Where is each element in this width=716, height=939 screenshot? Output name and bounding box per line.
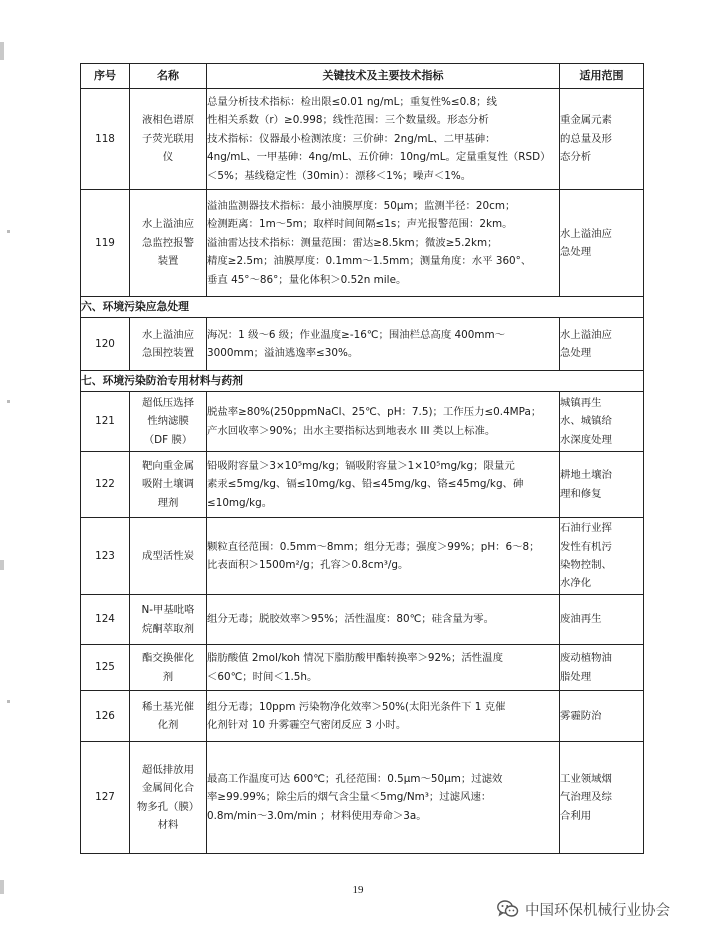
name-line: 剂 (162, 670, 174, 683)
header-serial-number: 序号 (81, 64, 130, 89)
scope-line: 急处理 (560, 246, 592, 258)
name-line: 稀土基光催 (142, 700, 194, 713)
scope-line: 态分析 (560, 151, 592, 164)
header-application-scope: 适用范围 (560, 64, 644, 89)
row-number: 121 (81, 392, 130, 452)
scan-edge-mark (0, 42, 4, 60)
section-heading-6: 六、环境污染应急处理 (81, 297, 644, 318)
name-line: 吸附土壤调 (142, 478, 194, 491)
row-number: 124 (81, 595, 130, 645)
spec-line: 垂直 45°～86°；量化体积＞0.52n mile。 (207, 273, 407, 286)
scope-line: 工业领域烟 (560, 772, 612, 785)
scope-line: 水净化 (560, 577, 592, 590)
row-scope (560, 691, 644, 742)
row-name (130, 742, 207, 854)
table-row (81, 595, 644, 645)
spec-line: 组分无毒；脱胶效率＞95%；活性温度：80℃；硅含量为零。 (207, 613, 494, 626)
spec-line: 铅吸附容量＞3×10⁵mg/kg；镉吸附容量＞1×10⁵mg/kg；限量元 (207, 459, 515, 472)
row-spec (207, 645, 560, 691)
scope-line: 石油行业挥 (560, 522, 612, 535)
row-spec (207, 518, 560, 595)
gutter-dot (7, 700, 10, 703)
name-line: 靶向重金属 (142, 459, 194, 472)
row-spec (207, 742, 560, 854)
table-row (81, 518, 644, 595)
row-name (130, 518, 207, 595)
spec-line: 化剂针对 10 升雾霾空气密闭反应 3 小时。 (207, 719, 407, 731)
scope-line: 染物控制、 (560, 559, 612, 571)
scope-line: 废油再生 (560, 613, 602, 626)
page-number: 19 (352, 884, 364, 896)
name-line: N-甲基吡咯 (141, 604, 195, 617)
row-name (130, 645, 207, 691)
spec-line: ＜60℃；时间＜1.5h。 (207, 670, 318, 683)
table-header-row (81, 64, 644, 89)
row-name (130, 691, 207, 742)
scope-line: 重金属元素 (560, 114, 612, 127)
row-name (130, 392, 207, 452)
scope-line: 急处理 (560, 347, 592, 359)
header-key-technology: 关键技术及主要技术指标 (207, 64, 560, 89)
spec-line: 比表面积＞1500m²/g；孔容＞0.8cm³/g。 (207, 559, 409, 571)
row-spec (207, 392, 560, 452)
name-line: 化剂 (157, 719, 179, 731)
spec-line: 溢油监测器技术指标：最小油膜厚度：50μm；监测半径：20cm； (207, 199, 516, 212)
spec-line: 检测距离：1m～5m；取样时间间隔≤1s；声光报警范围：2km。 (207, 218, 513, 231)
scope-line: 水上溢油应 (560, 328, 612, 341)
row-scope (560, 452, 644, 518)
name-line: 液相色谱原 (142, 114, 194, 127)
name-line: 物多孔（膜） (136, 800, 200, 813)
row-name (130, 452, 207, 518)
table-row (81, 691, 644, 742)
spec-line: 素汞≤5mg/kg、镉≤10mg/kg、铅≤45mg/kg、铬≤45mg/kg、砷 (207, 478, 524, 491)
spec-line: 0.8m/min～3.0m/min ；材料使用寿命＞3a。 (207, 809, 427, 822)
name-line: 超低排放用 (142, 763, 194, 776)
name-line: 理剂 (157, 496, 179, 509)
gutter-dot (7, 400, 10, 403)
spec-line: 总量分析技术指标：检出限≤0.01 ng/mL；重复性%≤0.8；线 (207, 95, 497, 108)
row-number: 119 (81, 190, 130, 297)
scope-line: 水上溢油应 (560, 227, 612, 240)
wechat-icon (497, 900, 519, 918)
spec-line: 海况：1 级～6 级；作业温度≥-16℃；围油栏总高度 400mm～ (207, 328, 505, 341)
scope-line: 耕地土壤治 (560, 469, 612, 482)
row-name (130, 595, 207, 645)
row-number: 126 (81, 691, 130, 742)
section-heading-7: 七、环境污染防治专用材料与药剂 (81, 371, 644, 392)
spec-line: 溢油雷达技术指标：测量范围：雷达≥8.5km；微波≥5.2km； (207, 236, 498, 249)
name-line: 酯交换催化 (142, 652, 194, 665)
row-number: 118 (81, 89, 130, 190)
row-number: 127 (81, 742, 130, 854)
spec-line: 最高工作温度可达 600℃；孔径范围：0.5μm～50μm；过滤效 (207, 772, 503, 785)
scope-line: 理和修复 (560, 487, 602, 500)
row-scope (560, 742, 644, 854)
name-line: 材料 (157, 818, 179, 831)
table-row (81, 89, 644, 190)
row-spec (207, 595, 560, 645)
section-row (81, 371, 644, 392)
spec-line: 性相关系数（r）≥0.998；线性范围：三个数量级。形态分析 (207, 114, 489, 127)
scope-line: 气治理及综 (560, 791, 612, 804)
name-line: 性纳滤膜 (147, 415, 189, 428)
scope-line: 的总量及形 (560, 132, 612, 145)
spec-line: 率≥99.99%；除尘后的烟气含尘量＜5mg/Nm³；过滤风速： (207, 791, 492, 804)
name-line: 装置 (157, 255, 179, 268)
row-scope (560, 318, 644, 371)
row-name (130, 318, 207, 371)
name-line: 水上溢油应 (142, 218, 194, 231)
spec-line: 脱盐率≥80%(250ppmNaCl、25℃、pH：7.5)；工作压力≤0.4MPa； (207, 406, 542, 419)
spec-line: ≤10mg/kg。 (207, 496, 273, 509)
spec-line: 精度≥2.5m；油膜厚度：0.1mm～1.5mm；测量角度：水平 360°、 (207, 255, 532, 268)
row-spec (207, 190, 560, 297)
row-spec (207, 691, 560, 742)
row-scope (560, 518, 644, 595)
scope-line: 雾霾防治 (560, 709, 602, 722)
row-number: 125 (81, 645, 130, 691)
name-line: 成型活性炭 (142, 549, 194, 562)
scope-line: 合利用 (560, 809, 592, 822)
row-spec (207, 452, 560, 518)
gutter-dot (7, 230, 10, 233)
spec-line: 4ng/mL、一甲基砷：4ng/mL、五价砷：10ng/mL。定量重复性（RSD） (207, 151, 551, 164)
table-row (81, 452, 644, 518)
scope-line: 水、城镇给 (560, 415, 612, 428)
row-scope (560, 89, 644, 190)
spec-line: ＜5%；基线稳定性（30min）：漂移＜1%；噪声＜1%。 (207, 169, 472, 182)
watermark-text: 中国环保机械行业协会 (525, 902, 670, 919)
row-scope (560, 392, 644, 452)
name-line: （DF 膜） (143, 433, 193, 446)
equipment-spec-table (80, 63, 644, 854)
spec-line: 3000mm；溢油逃逸率≤30%。 (207, 347, 359, 359)
spec-line: 技术指标：仪器最小检测浓度：三价砷：2ng/mL、二甲基砷： (207, 132, 496, 145)
scope-line: 废动植物油 (560, 652, 612, 665)
spec-line: 组分无毒；10ppm 污染物净化效率＞50%(太阳光条件下 1 克催 (207, 700, 506, 713)
scope-line: 水深度处理 (560, 433, 612, 446)
row-number: 122 (81, 452, 130, 518)
row-scope (560, 190, 644, 297)
spec-line: 颗粒直径范围：0.5mm～8mm；组分无毒；强度＞99%；pH：6～8； (207, 540, 540, 553)
name-line: 超低压选择 (142, 396, 194, 409)
name-line: 急围控装置 (142, 347, 194, 359)
name-line: 水上溢油应 (142, 328, 194, 341)
scan-edge-mark (0, 560, 4, 570)
scope-line: 城镇再生 (560, 396, 602, 409)
row-spec (207, 318, 560, 371)
row-name (130, 190, 207, 297)
row-name (130, 89, 207, 190)
row-spec (207, 89, 560, 190)
scope-line: 脂处理 (560, 670, 592, 683)
table-row (81, 742, 644, 854)
name-line: 仪 (162, 151, 174, 164)
name-line: 金属间化合 (142, 782, 194, 795)
header-name: 名称 (130, 64, 207, 89)
spec-line: 产水回收率＞90%；出水主要指标达到地表水 III 类以上标准。 (207, 424, 496, 437)
scope-line: 发性有机污 (560, 540, 612, 553)
name-line: 烷酮萃取剂 (142, 622, 194, 635)
row-number: 120 (81, 318, 130, 371)
spec-line: 脂肪酸值 2mol/koh 情况下脂肪酸甲酯转换率＞92%；活性温度 (207, 652, 503, 665)
table-row (81, 190, 644, 297)
table-row (81, 392, 644, 452)
name-line: 急监控报警 (142, 236, 194, 249)
name-line: 子荧光联用 (142, 132, 194, 145)
section-row (81, 297, 644, 318)
row-scope (560, 645, 644, 691)
table-row (81, 318, 644, 371)
table-row (81, 645, 644, 691)
row-number: 123 (81, 518, 130, 595)
row-scope (560, 595, 644, 645)
wechat-watermark (497, 897, 670, 921)
